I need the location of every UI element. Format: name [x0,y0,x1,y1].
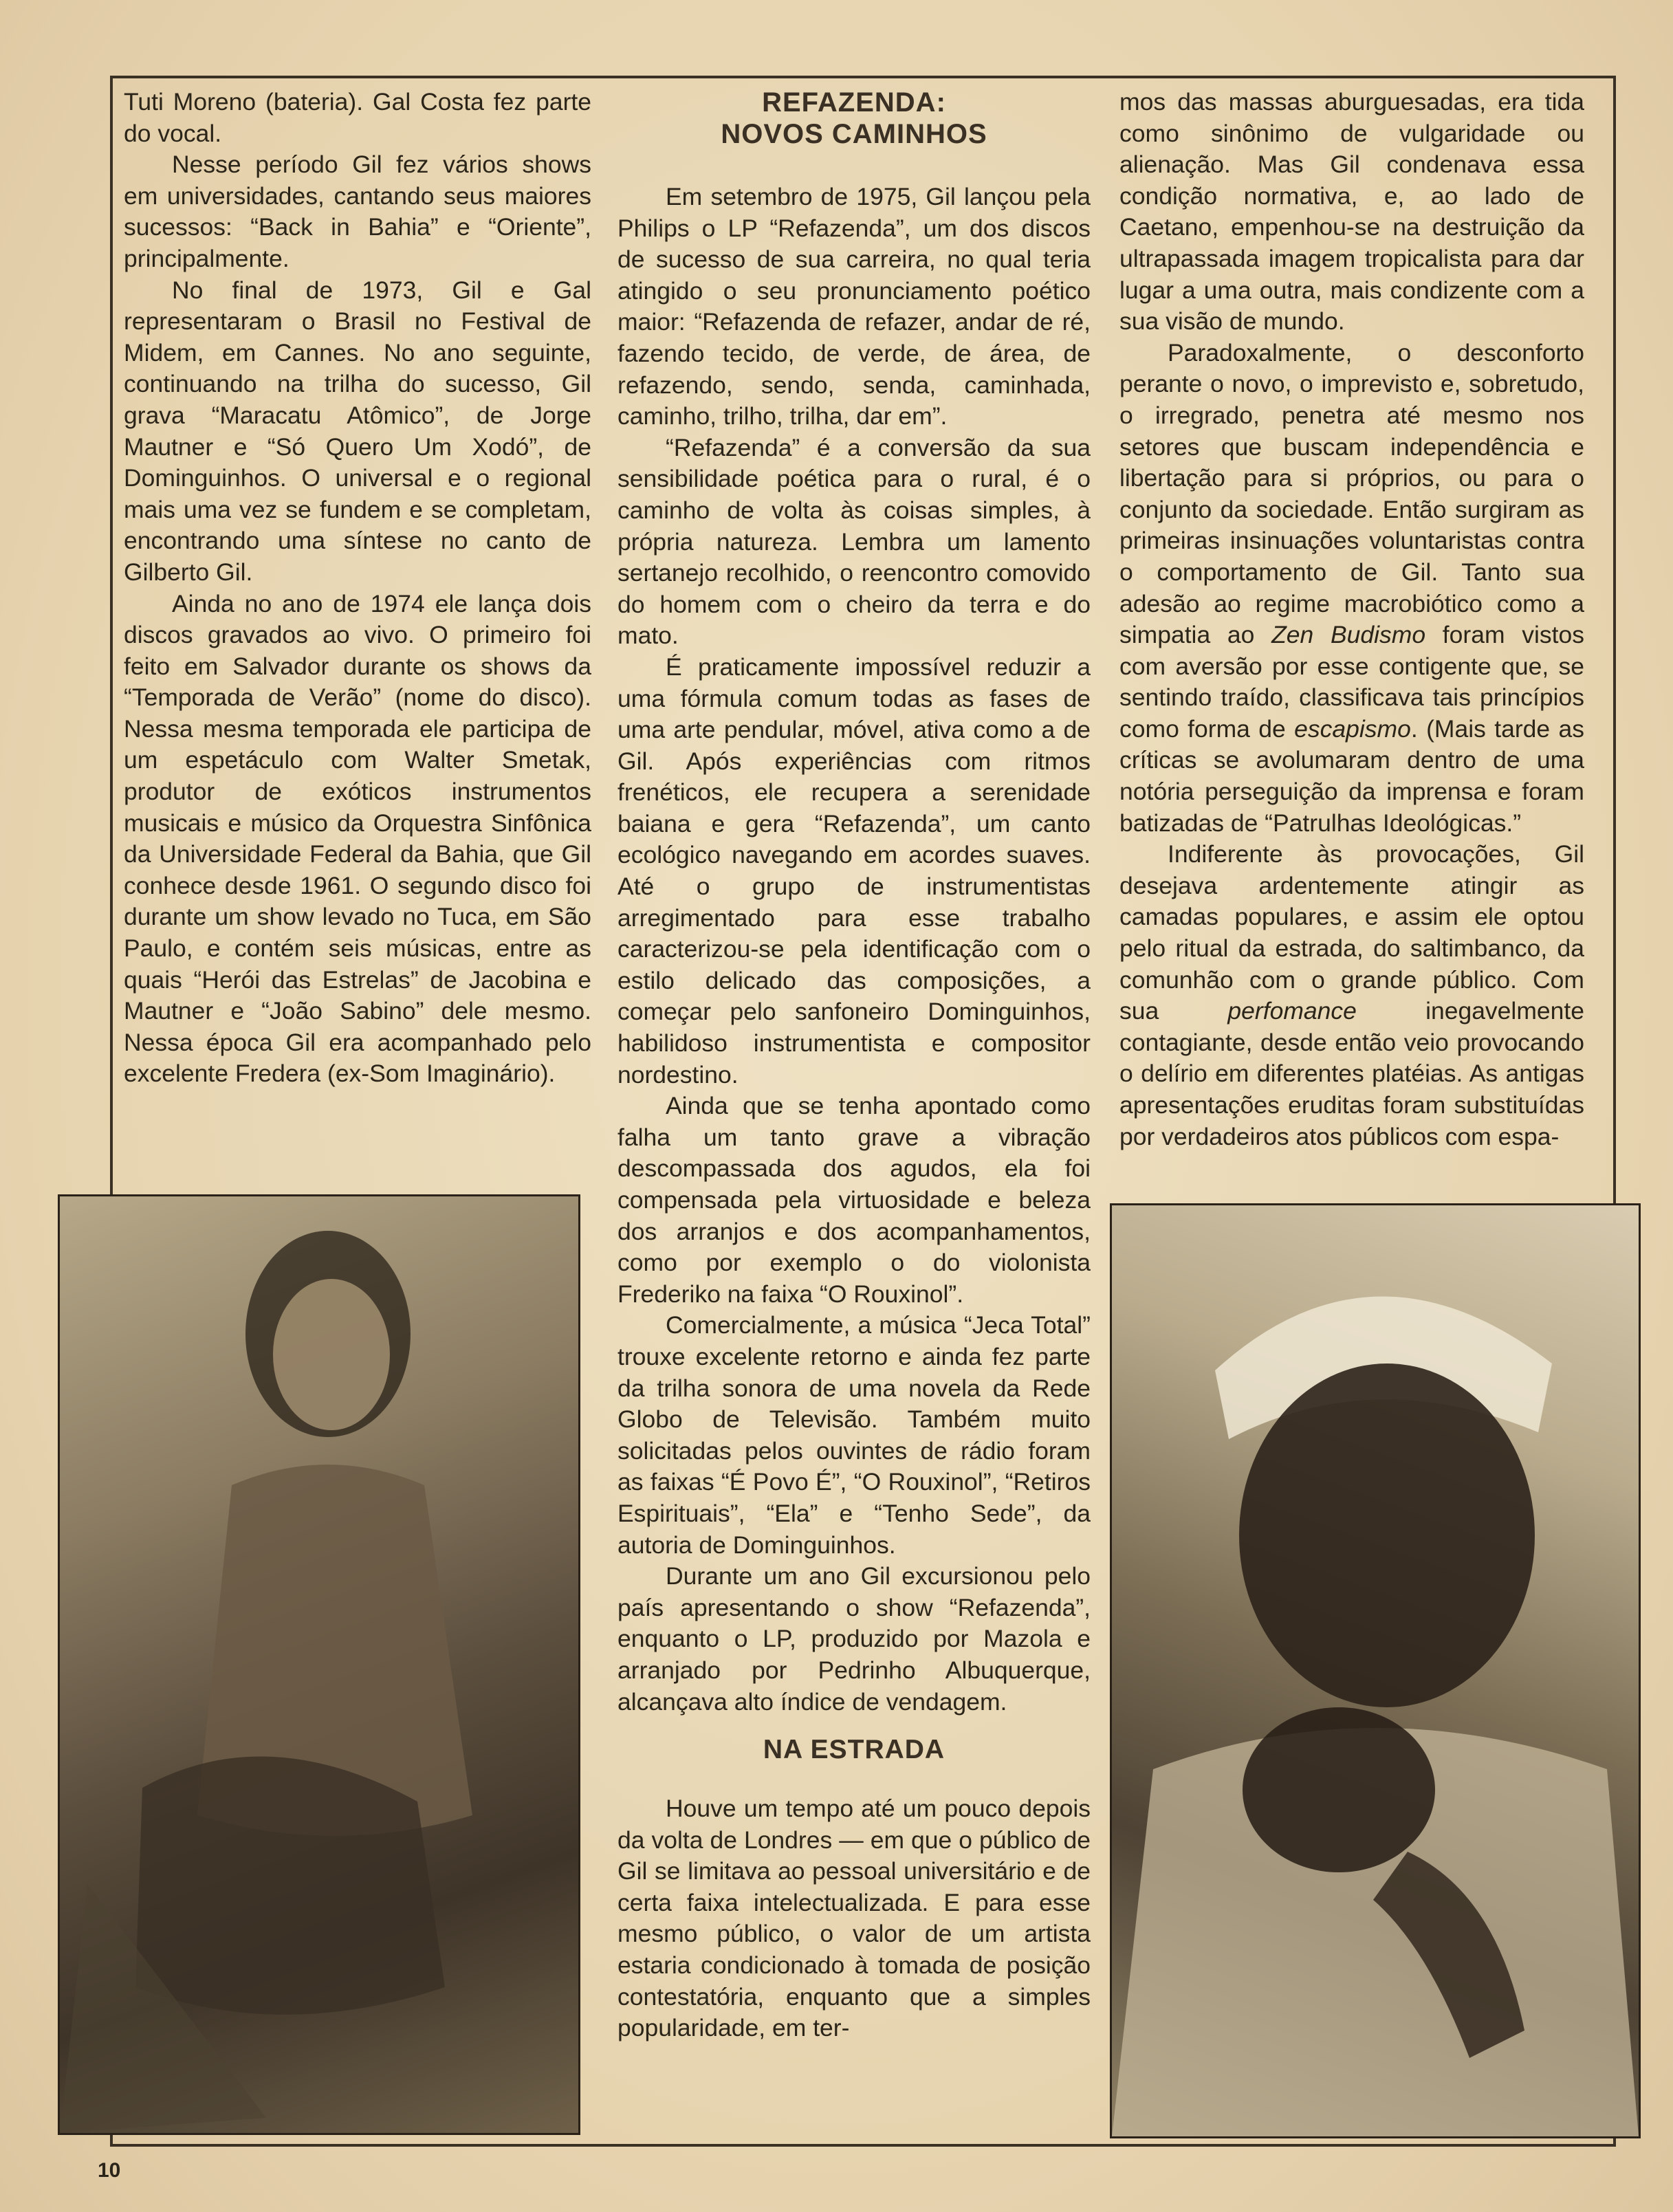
paragraph: Em setembro de 1975, Gil lançou pela Philips o LP “Refazenda”, um dos discos de sucesso de sua carreira, no qual teria atingido o seu pronunciamento poético maior: “Refazenda de refazer, andar de ré, fazendo tecido, de verde, de área, de refazendo, sendo, senda, caminhada, caminho, trilho, trilha, dar em”. [617,183,1091,430]
photo-gilberto-gil-knit-cap [1110,1203,1641,2138]
paragraph: Nesse período Gil fez vários shows em universidades, cantando seus maiores sucessos: “Back in Bahia” e “Oriente”, principalmente. [124,151,591,272]
emphasis: escapismo [1294,714,1411,743]
paragraph: Ainda no ano de 1974 ele lança dois discos gravados ao vivo. O primeiro foi feito em Salvador durante os shows da “Temporada de Verão” (nome do disco). Nessa mesma temporada ele participa de um espetáculo com Walter Smetak, produtor de exóticos instrumentos musicais e músico da Orquestra Sinfônica da Universidade Federal da Bahia, que Gil conhece desde 1961. O segundo disco foi durante um show levado no Tuca, em São Paulo, e contém seis músicas, entre as quais “Herói das Estrelas” de Jacobina e Mautner e “João Sabino” dele mesmo. Nessa época Gil era acompanhado pelo excelente Fredera (ex-Som Imaginário). [124,589,591,1088]
emphasis: Zen Budismo [1271,621,1426,649]
photo-placeholder-graphic [1112,1205,1639,2136]
paragraph [1119,338,1584,840]
paragraph: Ainda que se tenha apontado como falha um tanto grave a vibração descompassada dos agudos, ela foi compensada pela virtuosidade e beleza dos arranjos e dos acompanhamentos, como por exemplo o do violonista Frederiko na faixa “O Rouxinol”. [617,1092,1091,1308]
paragraph: Tuti Moreno (bateria). Gal Costa fez parte do vocal. [124,88,591,147]
emphasis: perfomance [1227,997,1357,1025]
section-heading-na-estrada: NA ESTRADA [763,1735,945,1765]
column-3 [1119,87,1584,1152]
text-run: Indiferente às provocações, Gil desejava ardentemente atingir as camadas populares, e assim ele optou pelo ritual da estrada, do saltimbanco, da comunhão com o grande público. Com sua [1119,840,1584,1025]
paragraph: Comercialmente, a música “Jeca Total” trouxe excelente retorno e ainda fez parte da trilha sonora de uma novela da Rede Globo de Televisão. Também muito solicitadas pelos ouvintes de rádio foram as faixas “É Povo É”, “O Rouxinol”, “Retiros Espirituais”, “Ela” e “Tenho Sede”, da autoria de Dominguinhos. [617,1311,1091,1559]
text-run: . (Mais tarde as críticas se avolumaram dentro de uma notória perseguição da imprensa e foram batizadas de “Patrulhas Ideológicas.” [1119,714,1584,837]
text-run: Paradoxalmente, o desconforto perante o novo, o imprevisto e, sobretudo, o irregrado, penetra até mesmo nos setores que buscam independência e libertação para si próprios, ou para o conjunto da sociedade. Então surgiram as primeiras insinuações voluntaristas contra o comportamento de Gil. Tanto sua adesão ao regime macrobiótico como a simpatia ao [1119,338,1584,649]
text-run: inegavelmente contagiante, desde então veio provocando o delírio em diferentes platéias. As antigas apresentações eruditas foram substituídas por verdadeiros atos públicos com espa- [1119,997,1584,1150]
page-number: 10 [98,2159,121,2182]
text-run: foram vistos com aversão por esse contigente que, se sentindo traído, classificava tais princípios como forma de [1119,621,1584,743]
paragraph: “Refazenda” é a conversão da sua sensibilidade poética para o rural, é o caminho de volta às coisas simples, à própria natureza. Lembra um lamento sertanejo recolhido, o reencontro comovido do homem com o cheiro da terra e do mato. [617,433,1091,650]
section-heading-refazenda: REFAZENDA: [762,87,946,118]
photo-gilberto-gil-seated [58,1194,580,2135]
paragraph [1119,839,1584,1152]
paragraph: No final de 1973, Gil e Gal representaram o Brasil no Festival de Midem, em Cannes. No ano seguinte, continuando na trilha do sucesso, Gil grava “Maracatu Atômico”, de Jorge Mautner e “Só Quero Um Xodó”, de Dominguinhos. O universal e o regional mais uma vez se fundem e se completam, encontrando uma síntese no canto de Gilberto Gil. [124,276,591,586]
section-heading-novos-caminhos: NOVOS CAMINHOS [721,119,987,149]
column-1 [124,87,591,1090]
photo-placeholder-graphic [60,1196,578,2133]
paragraph: É praticamente impossível reduzir a uma fórmula comum todas as fases de uma arte pendular, móvel, ativa como a de Gil. Após experiências com ritmos frenéticos, ele recupera a serenidade baiana e gera “Refazenda”, um canto ecológico navegando em acordes suaves. Até o grupo de instrumentistas arregimentado para esse trabalho caracterizou-se pela identificação com o estilo delicado das composições, a começar pelo sanfoneiro Dominguinhos, habilidoso instrumentista e compositor nordestino. [617,653,1091,1088]
paragraph: Houve um tempo até um pouco depois da volta de Londres — em que o público de Gil se limitava ao pessoal universitário e de certa faixa intelectualizada. E para esse mesmo público, o valor de um artista estaria condicionado à tomada de posição contestatória, enquanto que a simples popularidade, em ter- [617,1795,1091,2042]
column-2 [617,87,1091,2044]
paragraph: Durante um ano Gil excursionou pelo país apresentando o show “Refazenda”, enquanto o LP, produzido por Mazola e arranjado por Pedrinho Albuquerque, alcançava alto índice de vendagem. [617,1562,1091,1716]
paragraph: mos das massas aburguesadas, era tida como sinônimo de vulgaridade ou alienação. Mas Gil condenava essa condição normativa, e, ao lado de Caetano, empenhou-se na destruição da ultrapassada imagem tropicalista para dar lugar a uma outra, mais condizente com a sua visão de mundo. [1119,88,1584,336]
